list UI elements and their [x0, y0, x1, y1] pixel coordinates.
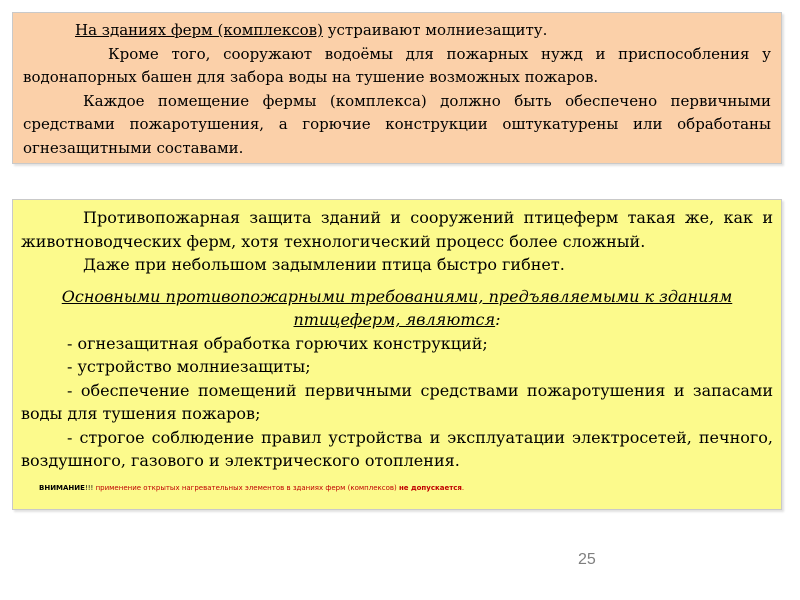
- warning-exclamation: !!!: [84, 483, 94, 492]
- water-reservoirs-paragraph: Кроме того, сооружают водоёмы для пожарных нужд и приспособления у водонапорных башен для забора воды на тушение возможных пожаров.: [23, 44, 771, 86]
- farm-buildings-phrase: На зданиях ферм (комплексов): [75, 21, 323, 39]
- fire-safety-farms-box: [12, 12, 782, 164]
- requirements-heading-text: Основными противопожарными требованиями, предъявляемыми к зданиям птицеферм, являются: [61, 286, 733, 329]
- warning-label: ВНИМАНИЕ: [39, 483, 85, 492]
- warning-text: применение открытых нагревательных элементов в зданиях ферм (комплексов): [93, 483, 399, 492]
- poultry-protection-paragraph: Противопожарная защита зданий и сооружений птицеферм такая же, как и животноводческих ферм, хотя технологический процесс более сложный.: [21, 208, 773, 251]
- requirements-heading: [21, 285, 773, 332]
- requirement-item: - устройство молниезащиты;: [67, 357, 311, 376]
- primary-extinguishing-paragraph: Каждое помещение фермы (комплекса) должно быть обеспечено первичными средствами пожаротушения, а горючие конструкции оштукатурены или обработаны огнезащитными составами.: [23, 91, 771, 157]
- requirement-item: - обеспечение помещений первичными средствами пожаротушения и запасами воды для тушения пожаров;: [21, 380, 773, 423]
- requirements-colon: :: [495, 310, 501, 329]
- warning-note: [21, 483, 773, 493]
- warning-emphasis: не допускается: [398, 483, 462, 492]
- requirement-item: - строгое соблюдение правил устройства и эксплуатации электросетей, печного, воздушного, газового и электрического отопления.: [21, 427, 773, 470]
- lightning-protection-text: устраивают молниезащиту.: [322, 21, 548, 39]
- requirement-item: - огнезащитная обработка горючих конструкций;: [67, 333, 488, 353]
- warning-end: .: [461, 483, 465, 492]
- poultry-farms-box: [12, 199, 782, 510]
- lightning-protection-paragraph: [23, 19, 771, 43]
- slide-page-number: 25: [578, 551, 596, 568]
- smoke-warning-paragraph: Даже при небольшом задымлении птица быстро гибнет.: [83, 255, 565, 274]
